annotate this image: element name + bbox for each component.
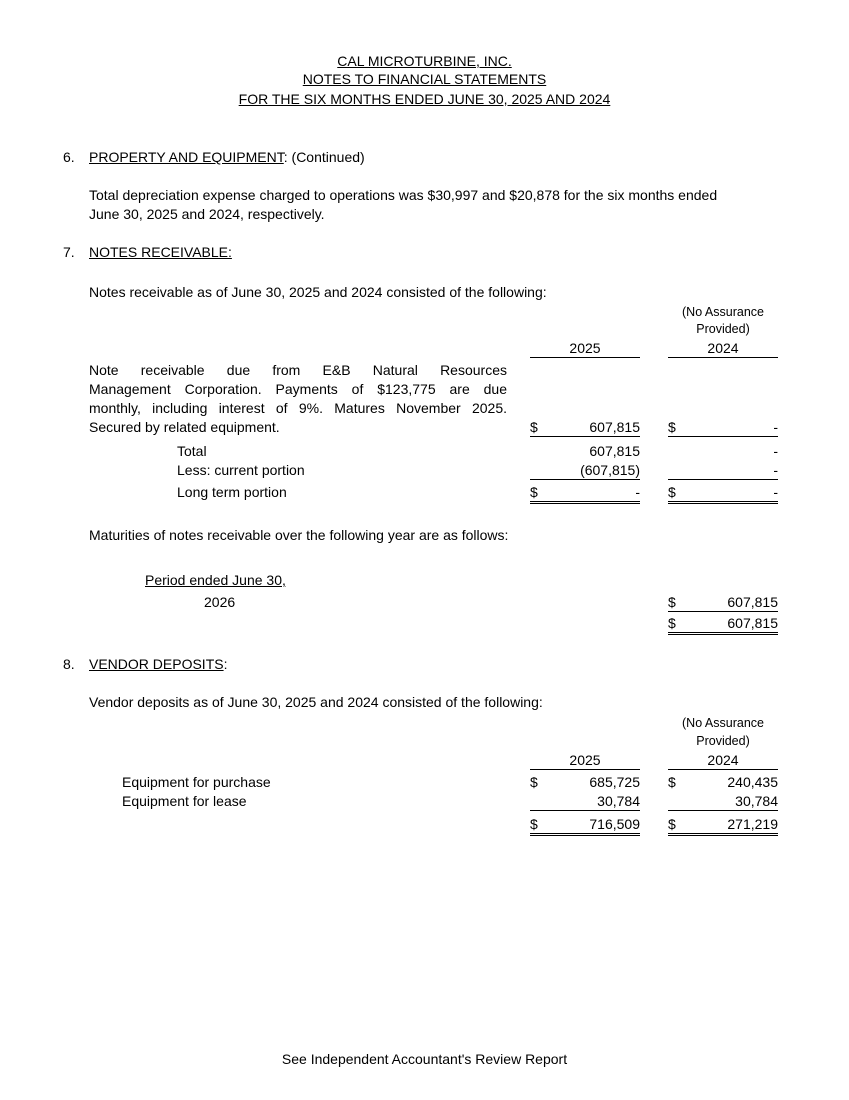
section-7-heading: NOTES RECEIVABLE: [89,244,232,260]
long-term-label: Long term portion [177,484,287,500]
section-6-heading-line [89,148,365,166]
review-report-footer: See Independent Accountant's Review Report [281,1051,568,1067]
dollar-sign: $ [668,774,676,790]
note-2024-value: - [773,419,778,435]
vendor-row-2025-cell [530,773,640,791]
s8-column-note-line-2: Provided) [696,734,750,748]
dollar-sign: $ [668,615,676,631]
s8-column-header-2025: 2025 [530,751,640,770]
period-heading: FOR THE SIX MONTHS ENDED JUNE 30, 2025 AND 2024 [238,91,611,107]
section-8-heading-line [89,655,227,673]
section-7-number: 7. [63,244,75,260]
note-2025-value: 607,815 [589,419,640,435]
note-description-line-2: Management Corporation. Payments of $123,775 are due [89,381,507,397]
dollar-sign: $ [668,484,676,500]
vendor-row-2024-value: 30,784 [668,792,778,811]
period-ended-heading: Period ended June 30, [145,572,286,588]
vendor-row-2025-value: 685,725 [589,774,640,790]
current-portion-2024-value: - [668,461,778,480]
note-2025-cell [530,418,640,437]
section-6-suffix: : (Continued) [283,149,365,165]
s7-column-header-2024: 2024 [668,339,778,358]
vendor-row-label: Equipment for purchase [122,774,271,790]
section-6-number: 6. [63,149,75,165]
company-name: CAL MICROTURBINE, INC. [337,53,512,69]
dollar-sign: $ [668,419,676,435]
vendor-row-2024-value: 240,435 [727,774,778,790]
s7-column-header-2025: 2025 [530,339,640,358]
s7-column-note-line-2: Provided) [696,322,750,336]
section-6-paragraph-line-2: June 30, 2025 and 2024, respectively. [89,206,325,222]
total-2025-value: 607,815 [589,443,640,459]
section-8-suffix: : [223,656,228,672]
note-description-line-4: Secured by related equipment. [89,419,280,435]
dollar-sign: $ [530,484,538,500]
section-6-paragraph-line-1: Total depreciation expense charged to operations was $30,997 and $20,878 for the six months ended [89,187,718,203]
note-description-line-1: Note receivable due from E&B Natural Resources [89,362,507,378]
dollar-sign: $ [668,816,676,832]
long-term-2024-cell [668,483,778,504]
vendor-total-2025-cell [530,815,640,836]
vendor-total-2025-value: 716,509 [589,816,640,832]
maturity-year: 2026 [204,594,236,610]
section-8-heading: VENDOR DEPOSITS [89,656,224,672]
section-7-intro: Notes receivable as of June 30, 2025 and 2024 consisted of the following: [89,284,547,300]
section-8-number: 8. [63,656,75,672]
vendor-row-2024-cell [668,773,778,791]
vendor-total-2024-cell [668,815,778,836]
long-term-2024-value: - [773,484,778,500]
total-2024-value: - [773,443,778,459]
s8-column-header-2024: 2024 [668,751,778,770]
s7-column-note-line-1: (No Assurance [682,305,764,319]
vendor-row-label: Equipment for lease [122,793,247,809]
vendor-row-2025-value: 30,784 [530,792,640,811]
maturity-total-cell [668,614,778,635]
s8-column-note-line-1: (No Assurance [682,716,764,730]
section-6-heading: PROPERTY AND EQUIPMENT [89,149,284,165]
maturities-intro: Maturities of notes receivable over the following year are as follows: [89,527,509,543]
maturity-year-value: 607,815 [727,594,778,610]
maturity-total-value: 607,815 [727,615,778,631]
dollar-sign: $ [530,419,538,435]
vendor-total-2024-value: 271,219 [727,816,778,832]
note-description-line-3: monthly, including interest of 9%. Matures November 2025. [89,400,507,416]
note-2024-cell [668,418,778,437]
dollar-sign: $ [668,594,676,610]
current-portion-label: Less: current portion [177,462,305,478]
long-term-2025-cell [530,483,640,504]
maturity-year-cell [668,593,778,612]
document-title: NOTES TO FINANCIAL STATEMENTS [302,71,547,87]
section-8-intro: Vendor deposits as of June 30, 2025 and 2024 consisted of the following: [89,694,543,710]
current-portion-2025-value: (607,815) [530,461,640,480]
total-label: Total [177,443,207,459]
dollar-sign: $ [530,816,538,832]
long-term-2025-value: - [635,484,640,500]
dollar-sign: $ [530,774,538,790]
